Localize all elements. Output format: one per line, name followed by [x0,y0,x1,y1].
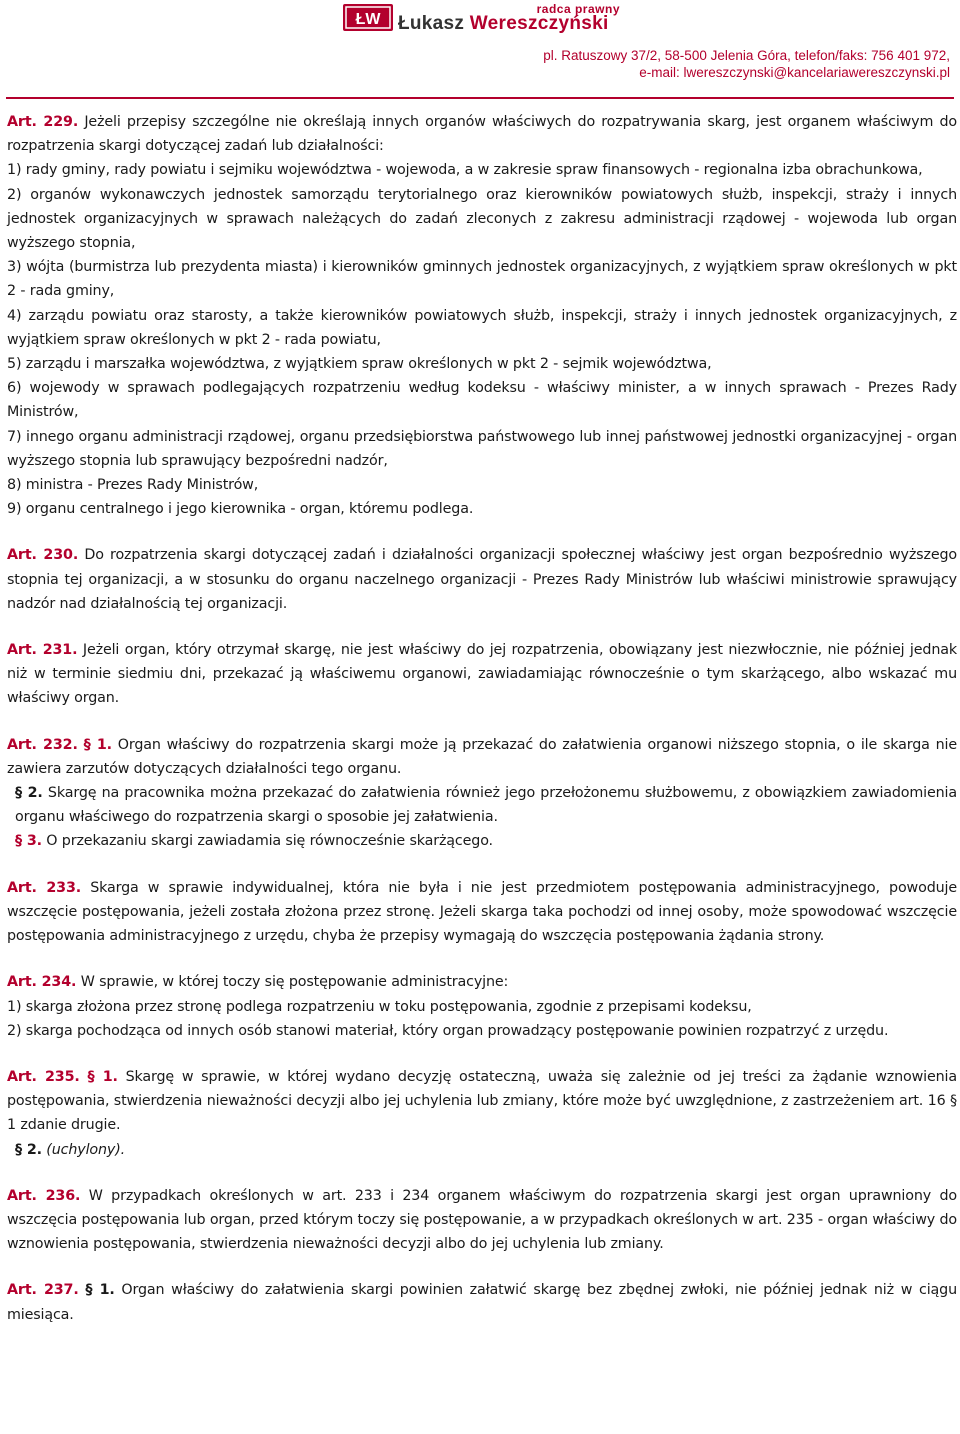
article-text: W przypadkach określonych w art. 233 i 234 organem właściwym do rozpatrzenia skargi jest organ uprawniony do wszczęcia postępowania lub organ, przed którym toczy się postępowanie, a w przypadkach określonych w art. 235 - organ właściwy do wznowienia postępowania, stwierdzenia nieważności decyzji albo do jej uchylenia lub zmiany. [7,1187,957,1253]
list-item: 1) rady gminy, rady powiatu i sejmiku województwa - wojewoda, a w zakresie spraw finansowych - regionalna izba obrachunkowa, [7,162,923,179]
article-label: Art. 236. [7,1187,81,1204]
section-text: Organ właściwy do rozpatrzenia skargi może ją przekazać do załatwienia organowi niższego stopnia, o ile skarga nie zawiera zarzutów dotyczących działalności tego organu. [7,736,957,777]
list-item: 4) zarządu powiatu oraz starosty, a także kierowników powiatowych służb, inspekcji, straży i innych jednostek organizacyjnych, z wyjątkiem spraw określonych w pkt 2 - rada powiatu, [7,307,957,348]
article-236 [7,1184,957,1257]
firm-logo [343,4,393,31]
section-label: § 1. [85,1282,115,1299]
spacer [7,711,957,733]
article-232 [7,733,957,781]
spacer [7,1256,957,1278]
article-label: Art. 234. [7,974,77,991]
article-label: Art. 237. [7,1282,79,1299]
firm-name [398,13,609,35]
section-text: O przekazaniu skargi zawiadamia się równocześnie skarżącego. [41,833,493,850]
article-label: Art. 233. [7,879,82,896]
firm-name-first: Łukasz [398,13,470,34]
section-text: (uchylony). [41,1141,126,1158]
spacer [7,521,957,543]
logo-letters: ŁW [355,11,381,28]
section-text: Skargę na pracownika można przekazać do załatwienia również jego przełożonemu służbowemu, z obowiązkiem zawiadomienia organu właściwego do rozpatrzenia skargi o sposobie jej załatwienia. [15,785,957,826]
list-item: 5) zarządu i marszałka województwa, z wyjątkiem spraw określonych w pkt 2 - sejmik województwa, [7,356,712,373]
section-label: § 1. [83,736,112,753]
article-232-section-2 [7,781,957,829]
section-label: § 2. [15,785,43,802]
document-body [7,110,957,1327]
list-item: 2) skarga pochodząca od innych osób stanowi materiał, który organ prowadzący postępowanie powinien rozpatrzyć z urzędu. [7,1022,889,1039]
section-label: § 1. [87,1068,118,1085]
article-234 [7,970,957,994]
firm-email: e-mail: lwereszczynski@kancelariawereszczynski.pl [639,65,950,80]
article-label: Art. 232. [7,736,78,753]
spacer [7,1043,957,1065]
article-text: Skarga w sprawie indywidualnej, która nie była i nie jest przedmiotem postępowania administracyjnego, powoduje wszczęcie postępowania, jeżeli została złożona przez stronę. Jeżeli skarga taka pochodzi od innej osoby, może spowodować wszczęcie postępowania administracyjnego z urzędu, chyba że przepisy wymagają do wszczęcia postępowania żądania strony. [7,879,957,945]
article-text: Jeżeli przepisy szczególne nie określają innych organów właściwych do rozpatrywania skarg, jest organem właściwym do rozpatrzenia skargi dotyczącej zadań lub działalności: [7,114,957,155]
spacer [7,948,957,970]
firm-address: pl. Ratuszowy 37/2, 58-500 Jelenia Góra, telefon/faks: 756 401 972, [543,48,950,63]
list-item: 2) organów wykonawczych jednostek samorządu terytorialnego oraz kierowników powiatowych służb, inspekcji, straży i innych jednostek organizacyjnych w sprawach należących do zadań zleconych z zakresu administracji rządowej - wojewoda lub organ wyższego stopnia, [7,186,957,252]
header-divider [6,97,954,99]
article-229 [7,110,957,158]
list-item: 6) wojewody w sprawach podlegających rozpatrzeniu według kodeksu - właściwy minister, a w innych sprawach - Prezes Rady Ministrów, [7,380,957,421]
article-label: Art. 229. [7,114,79,130]
list-item: 3) wójta (burmistrza lub prezydenta miasta) i kierowników gminnych jednostek organizacyjnych, z wyjątkiem spraw określonych w pkt 2 - rada gminy, [7,259,957,300]
article-237 [7,1278,957,1326]
list-item: 7) innego organu administracji rządowej, organu przedsiębiorstwa państwowego lub innej państwowej jednostki organizacyjnej - organ wyższego stopnia lub sprawujący bezpośredni nadzór, [7,428,957,469]
article-235-section-2 [7,1138,957,1162]
article-text: Jeżeli organ, który otrzymał skargę, nie jest właściwy do jej rozpatrzenia, obowiązany jest niezwłocznie, nie później jednak niż w terminie siedmiu dni, przekazać ją właściwemu organowi, zawiadamiając równocześnie o tym skarżącego, albo wskazać mu właściwy organ. [7,642,957,707]
section-label: § 3. [15,833,42,850]
article-231 [7,638,957,711]
section-label: § 2. [15,1141,42,1158]
list-item: 9) organu centralnego i jego kierownika - organ, któremu podlega. [7,501,474,518]
article-235 [7,1065,957,1138]
article-text: Do rozpatrzenia skargi dotyczącej zadań i działalności organizacji społecznej właściwy jest organ bezpośrednio wyższego stopnia tej organizacji, a w stosunku do organu naczelnego organizacji - Prezes Rady Ministrów lub właściwi ministrowie sprawujący nadzór nad działalnością tej organizacji. [7,547,957,612]
firm-name-last: Wereszczyński [469,13,609,34]
spacer [7,616,957,638]
article-233 [7,876,957,949]
list-item: 1) skarga złożona przez stronę podlega rozpatrzeniu w toku postępowania, zgodnie z przepisami kodeksu, [7,998,752,1015]
spacer [7,1162,957,1184]
list-item: 8) ministra - Prezes Rady Ministrów, [7,477,259,494]
article-230 [7,543,957,616]
section-text: Skargę w sprawie, w której wydano decyzję ostateczną, uważa się zależnie od jej treści za żądanie wznowienia postępowania, stwierdzenia nieważności decyzji albo jej uchylenia lub zmiany, które może być uwzględnione, z zastrzeżeniem art. 16 § 1 zdanie drugie. [7,1068,957,1134]
section-text: Organ właściwy do załatwienia skargi powinien załatwić skargę bez zbędnej zwłoki, nie później jednak niż w ciągu miesiąca. [7,1282,957,1323]
logo-mark-icon [343,4,393,31]
article-label: Art. 235. [7,1068,80,1085]
article-label: Art. 231. [7,642,78,659]
spacer [7,854,957,876]
article-label: Art. 230. [7,547,79,564]
article-232-section-3 [7,829,957,853]
firm-tagline: radca prawny [536,2,620,16]
letterhead [0,0,960,90]
article-text: W sprawie, w której toczy się postępowanie administracyjne: [76,974,509,991]
